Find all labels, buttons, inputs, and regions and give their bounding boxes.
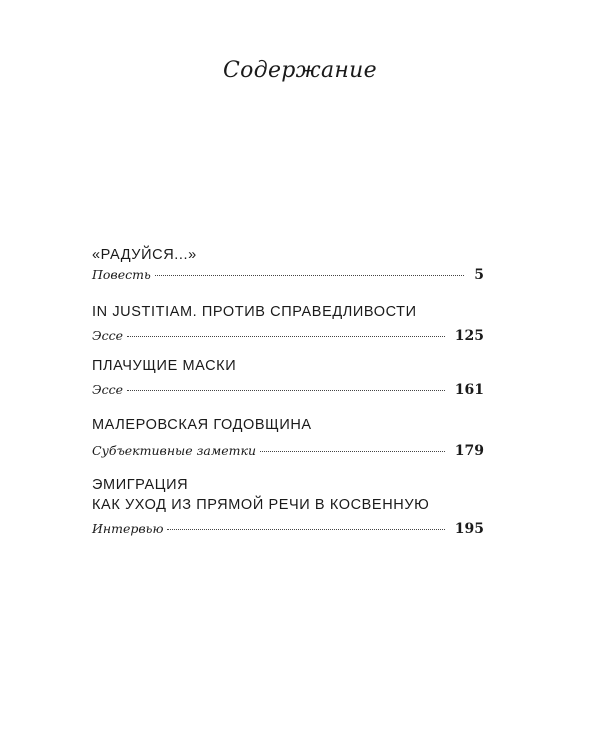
page-number: 5 bbox=[474, 267, 484, 283]
entry-title: ЭМИГРАЦИЯ bbox=[92, 477, 189, 493]
page-number: 195 bbox=[454, 521, 484, 537]
page-number: 161 bbox=[454, 382, 484, 398]
toc-entry[interactable] bbox=[92, 303, 484, 344]
entry-subtitle: Повесть bbox=[92, 267, 151, 282]
entry-title: МАЛЕРОВСКАЯ ГОДОВЩИНА bbox=[92, 417, 312, 433]
toc-entry[interactable] bbox=[92, 416, 484, 459]
page-title: Содержание bbox=[223, 58, 377, 83]
toc-entry[interactable] bbox=[92, 246, 484, 283]
entry-line bbox=[92, 521, 484, 537]
page-number: 179 bbox=[454, 443, 484, 459]
dot-leader bbox=[127, 390, 445, 391]
dot-leader bbox=[260, 451, 445, 452]
dot-leader bbox=[127, 336, 445, 337]
entry-subtitle: Эссе bbox=[92, 328, 123, 343]
page-number: 125 bbox=[454, 328, 484, 344]
dot-leader bbox=[155, 275, 464, 276]
entry-title: «РАДУЙСЯ...» bbox=[92, 247, 197, 263]
entry-subtitle: Интервью bbox=[92, 521, 164, 536]
entry-title: IN JUSTITIAM. ПРОТИВ СПРАВЕДЛИВОСТИ bbox=[92, 304, 417, 320]
entry-line bbox=[92, 382, 484, 398]
dot-leader bbox=[167, 529, 444, 530]
entry-subtitle: Субъективные заметки bbox=[92, 443, 257, 458]
entry-subtitle: Эссе bbox=[92, 382, 123, 397]
toc-entry[interactable] bbox=[92, 357, 484, 398]
entry-line bbox=[92, 443, 484, 459]
entry-title-continued: КАК УХОД ИЗ ПРЯМОЙ РЕЧИ В КОСВЕННУЮ bbox=[92, 497, 430, 513]
entry-title: ПЛАЧУЩИЕ МАСКИ bbox=[92, 358, 237, 374]
toc-entry[interactable] bbox=[92, 476, 484, 537]
entry-line bbox=[92, 328, 484, 344]
entry-line bbox=[92, 267, 484, 283]
